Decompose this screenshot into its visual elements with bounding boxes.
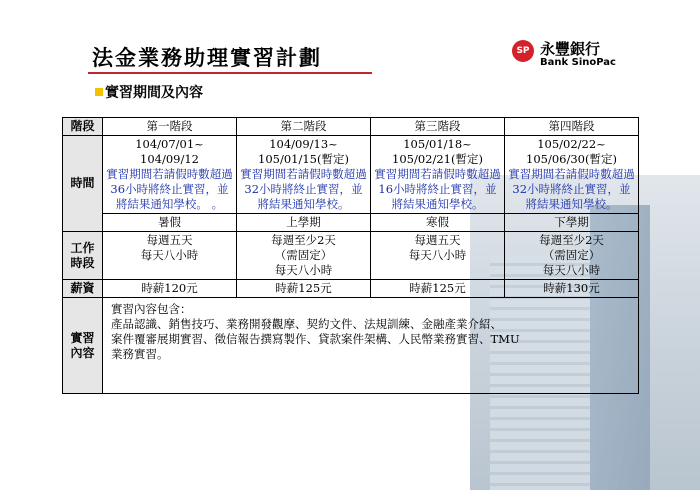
stage-4-work [505,232,639,280]
stage-4-work-line-2: （需固定） [542,248,601,262]
logo-mark-icon: SP [512,40,534,62]
stage-2-work-line-2: （需固定） [274,248,333,262]
stage-3-period: 寒假 [371,214,505,232]
stage-2-start: 104/09/13~ [269,137,338,151]
stage-3-time [371,136,505,214]
table-row-stage [63,118,639,136]
label-work-time: 工作時段 [63,232,103,280]
stage-1-note: 實習期間若請假時數超過36小時將終止實習，並將結果通知學校。 。 [106,167,233,211]
stage-4-note: 實習期間若請假時數超過32小時將終止實習，並將結果通知學校。 [508,167,635,211]
stage-2-time [237,136,371,214]
stage-2-work-line-1: 每週至少2天 [271,233,336,247]
stage-4-start: 105/02/22~ [537,137,606,151]
stage-1-end: 104/09/12 [140,152,199,166]
table-row-time [63,136,639,214]
stage-3-start: 105/01/18~ [403,137,472,151]
stage-1-time [103,136,237,214]
label-time: 時間 [63,136,103,232]
bullet-square-icon [95,88,103,96]
content-cell [103,298,639,394]
content-line-2: 案件覆審展期實習、徵信報告撰寫製作、貸款案件架構、人民幣業務實習、TMU [111,332,520,346]
logo-chinese-name: 永豐銀行 [540,40,601,58]
label-stage: 階段 [63,118,103,136]
page-title: 法金業務助理實習計劃 [92,46,322,70]
stage-2-end: 105/01/15(暫定) [258,152,349,166]
stage-2-name: 第二階段 [237,118,371,136]
stage-3-work [371,232,505,280]
stage-3-work-line-2: 每天八小時 [408,248,467,262]
stage-4-work-line-3: 每天八小時 [542,263,601,277]
stage-4-period: 下學期 [505,214,639,232]
label-salary: 薪資 [63,280,103,298]
stage-2-salary: 時薪125元 [237,280,371,298]
logo-english-name: Bank SinoPac [540,57,616,68]
stage-1-name: 第一階段 [103,118,237,136]
stage-4-name: 第四階段 [505,118,639,136]
stage-3-note: 實習期間若請假時數超過16小時將終止實習，並將結果通知學校。 [374,167,501,211]
stage-2-note: 實習期間若請假時數超過32小時將終止實習，並將結果通知學校。 [240,167,367,211]
title-underline [88,72,372,74]
stage-1-salary: 時薪120元 [103,280,237,298]
stage-4-end: 105/06/30(暫定) [526,152,617,166]
stage-3-work-line-1: 每週五天 [414,233,461,247]
stage-3-name: 第三階段 [371,118,505,136]
table-row-salary [63,280,639,298]
stage-3-end: 105/02/21(暫定) [392,152,483,166]
stage-1-work-line-1: 每週五天 [146,233,193,247]
stage-1-start: 104/07/01~ [135,137,204,151]
stage-1-period: 暑假 [103,214,237,232]
section-subtitle: 實習期間及內容 [105,85,203,101]
stage-2-work-line-3: 每天八小時 [274,263,333,277]
stage-4-salary: 時薪130元 [505,280,639,298]
stage-4-work-line-1: 每週至少2天 [539,233,604,247]
label-content: 實習內容 [63,298,103,394]
stage-1-work [103,232,237,280]
content-line-3: 業務實習。 [111,347,169,361]
stage-3-salary: 時薪125元 [371,280,505,298]
stage-2-period: 上學期 [237,214,371,232]
content-line-1: 產品認識、銷售技巧、業務開發觀摩、契約文件、法規訓練、金融產業介紹、 [111,317,502,331]
table-row-work-time [63,232,639,280]
stage-2-work [237,232,371,280]
table-row-content [63,298,639,394]
schedule-table [62,117,639,394]
stage-4-time [505,136,639,214]
content-intro: 實習內容包含： [111,302,192,316]
table-row-period [63,214,639,232]
stage-1-work-line-2: 每天八小時 [140,248,199,262]
